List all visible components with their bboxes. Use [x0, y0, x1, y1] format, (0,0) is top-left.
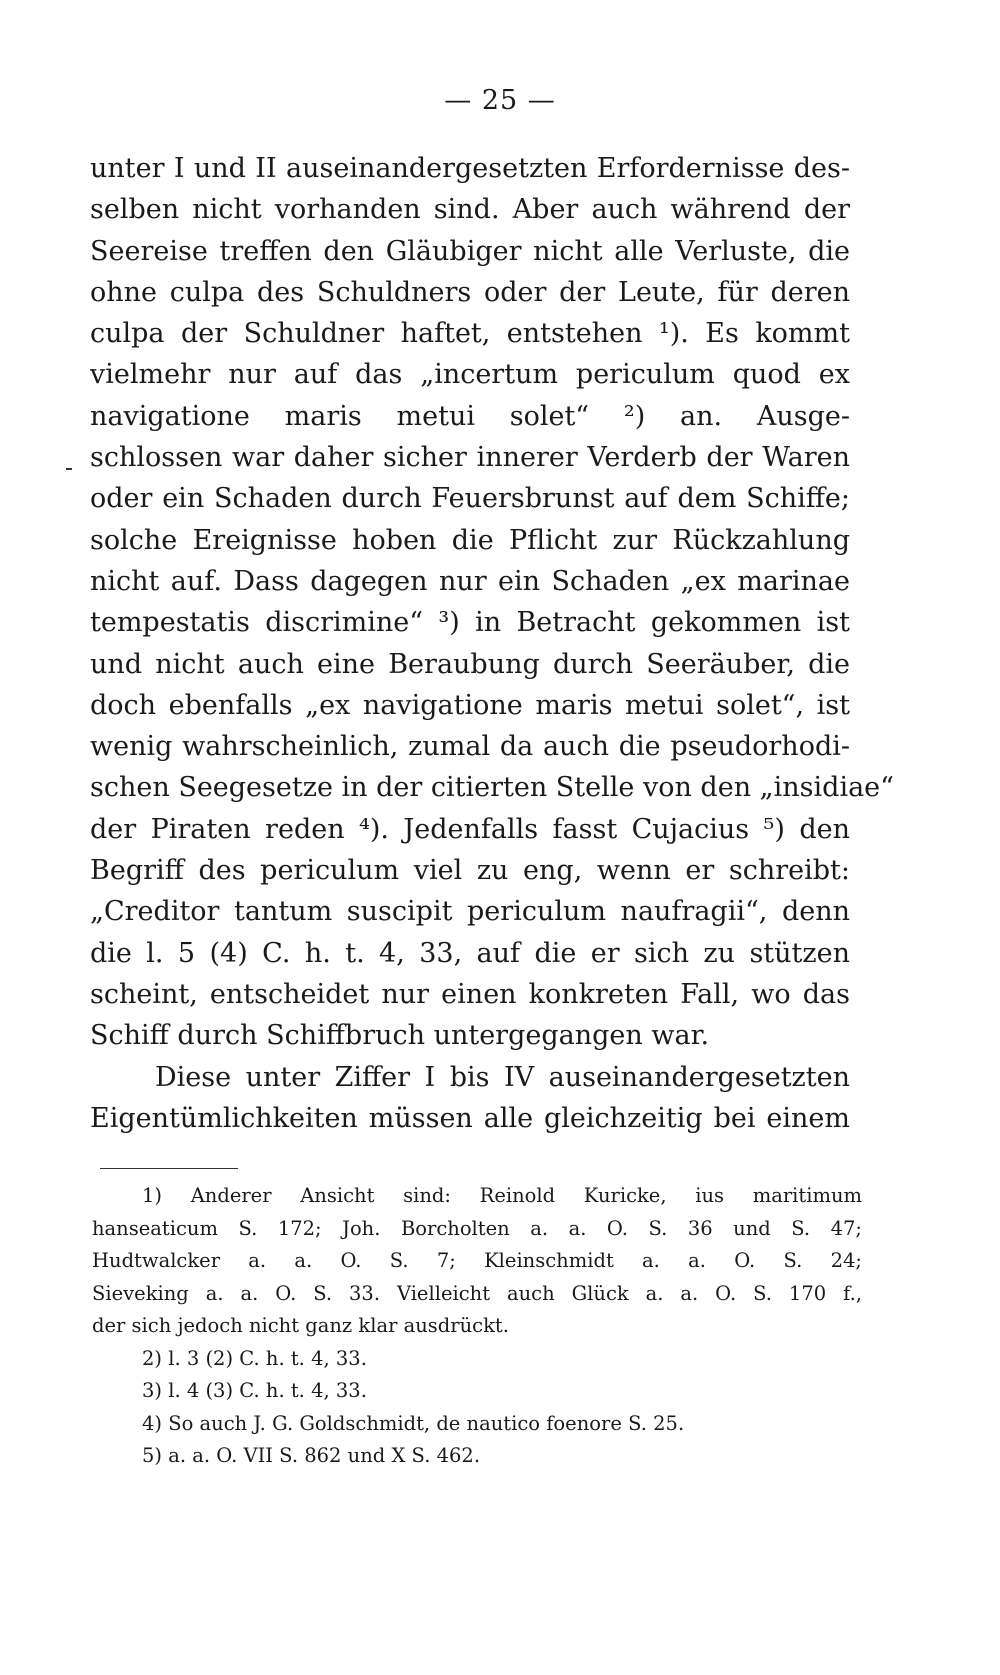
footnote-line: Sieveking a. a. O. S. 33. Vielleicht auch Glück a. a. O. S. 170 f., [92, 1281, 862, 1305]
text-line: Seereise treffen den Gläubiger nicht alle Verluste, die [90, 235, 850, 267]
text-line: Eigentümlichkeiten müssen alle gleichzeitig bei einem [90, 1102, 850, 1134]
text-line: selben nicht vorhanden sind. Aber auch während der [90, 194, 850, 226]
text-line: und nicht auch eine Beraubung durch Seeräuber, die [90, 648, 850, 680]
footnote-line: 4) So auch J. G. Goldschmidt, de nautico foenore S. 25. [142, 1411, 685, 1435]
text-line: schlossen war daher sicher innerer Verderb der Waren [90, 442, 850, 474]
margin-mark [66, 468, 72, 470]
text-line: wenig wahrscheinlich, zumal da auch die pseudorhodi- [90, 731, 850, 763]
text-line: Schiff durch Schiffbruch untergegangen war. [90, 1020, 710, 1052]
footnotes [92, 1180, 862, 1473]
footnote-line: hanseaticum S. 172; Joh. Borcholten a. a. O. S. 36 und S. 47; [92, 1216, 862, 1240]
text-line: vielmehr nur auf das „incertum periculum quod ex [90, 359, 850, 391]
footnote-line: Hudtwalcker a. a. O. S. 7; Kleinschmidt a. a. O. S. 24; [92, 1249, 862, 1272]
text-line: die l. 5 (4) C. h. t. 4, 33, auf die er sich zu stützen [90, 937, 850, 969]
text-line: Diese unter Ziffer I bis IV auseinandergesetzten [155, 1061, 850, 1093]
page-number: — 25 — [444, 85, 556, 116]
text-line: der Piraten reden ⁴). Jedenfalls fasst Cujacius ⁵) den [90, 813, 850, 845]
text-line: scheint, entscheidet nur einen konkreten Fall, wo das [90, 978, 850, 1010]
text-line: oder ein Schaden durch Feuersbrunst auf dem Schiffe; [90, 483, 850, 515]
text-line: „Creditor tantum suscipit periculum naufragii“, denn [90, 896, 850, 928]
text-line: doch ebenfalls „ex navigatione maris metui solet“, ist [90, 689, 850, 721]
footnote-line: 1) Anderer Ansicht sind: Reinold Kuricke, ius maritimum [142, 1184, 862, 1207]
footnote-line: 5) a. a. O. VII S. 862 und X S. 462. [142, 1444, 481, 1467]
footnote-rule [100, 1168, 238, 1169]
text-line: schen Seegesetze in der citierten Stelle von den „insidiae“ [90, 772, 894, 804]
main-text [90, 148, 894, 1139]
text-line: tempestatis discrimine“ ³) in Betracht gekommen ist [90, 607, 850, 639]
footnote-line: 2) l. 3 (2) C. h. t. 4, 33. [142, 1346, 367, 1370]
text-line: ohne culpa des Schuldners oder der Leute, für deren [90, 276, 850, 308]
text-line: Begriff des periculum viel zu eng, wenn er schreibt: [90, 855, 850, 887]
text-line: unter I und II auseinandergesetzten Erfordernisse des- [90, 153, 850, 184]
text-line: navigatione maris metui solet“ ²) an. Ausge- [90, 400, 850, 432]
footnote-line: 3) l. 4 (3) C. h. t. 4, 33. [142, 1379, 367, 1402]
text-line: solche Ereignisse hoben die Pflicht zur Rückzahlung [90, 524, 850, 556]
text-line: culpa der Schuldner haftet, entstehen ¹). Es kommt [90, 318, 850, 350]
text-line: nicht auf. Dass dagegen nur ein Schaden „ex marinae [90, 565, 850, 597]
footnote-line: der sich jedoch nicht ganz klar ausdrückt. [92, 1314, 509, 1337]
